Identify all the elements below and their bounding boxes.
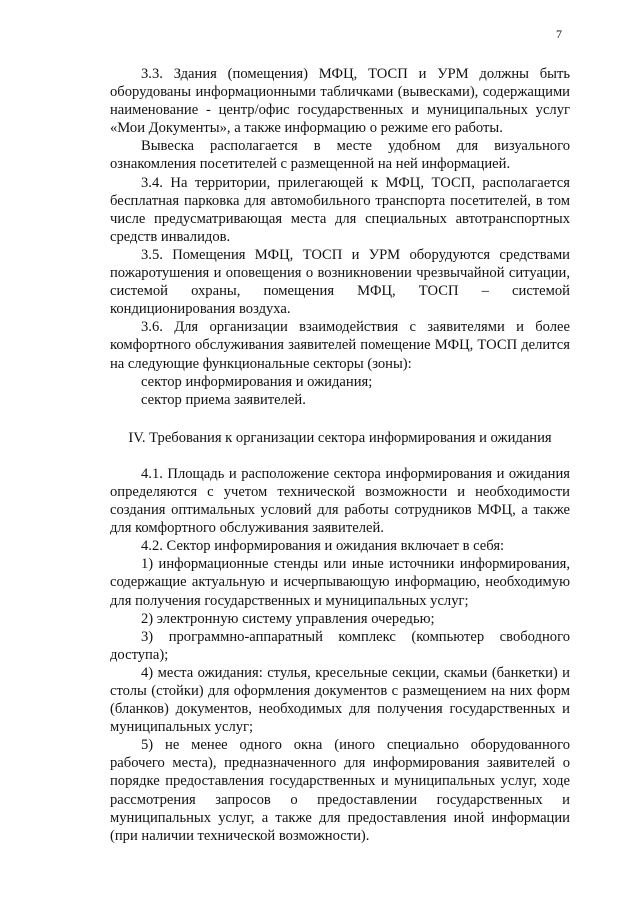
paragraph-3-6: 3.6. Для организации взаимодействия с заявителями и более комфортного обслуживания заявителей помещение МФЦ, ТОСП делится на следующие функциональные секторы (зоны): bbox=[110, 319, 570, 372]
page-number: 7 bbox=[556, 27, 562, 41]
paragraph-3-3: 3.3. Здания (помещения) МФЦ, ТОСП и УРМ должны быть оборудованы информационными табличками (вывесками), содержащими наименование - центр/офис государственных и муниципальных услуг «Мои Документы», а также информацию о режиме его работы. bbox=[110, 66, 570, 137]
list-item-2: 2) электронную систему управления очередью; bbox=[141, 610, 435, 627]
paragraph-4-1: 4.1. Площадь и расположение сектора информирования и ожидания определяются с учетом технической возможности и необходимости создания оптимальных условий для работы сотрудников МФЦ, а также для комфортного обслуживания заявителей. bbox=[110, 465, 570, 537]
paragraph-3-5: 3.5. Помещения МФЦ, ТОСП и УРМ оборудуются средствами пожаротушения и оповещения о возникновении чрезвычайной ситуации, системой охраны, помещения МФЦ, ТОСП – системой кондиционирования воздуха. bbox=[110, 246, 570, 318]
list-item-1: 1) информационные стенды или иные источники информирования, содержащие актуальную и исчерпывающую информацию, необходимую для получения государственных и муниципальных услуг; bbox=[110, 556, 570, 609]
list-item-5: 5) не менее одного окна (иного специально оборудованного рабочего места), предназначенного для информирования заявителей о порядке предоставления государственных и муниципальных услуг, ходе рассмотрения запросов о предоставлении государственных и муниципальных услуг, а также для предоставления иной информации (при наличии технической возможности). bbox=[110, 737, 570, 844]
document-body bbox=[110, 65, 570, 845]
paragraph-4-2: 4.2. Сектор информирования и ожидания включает в себя: bbox=[141, 538, 505, 555]
list-item-sector-info: сектор информирования и ожидания; bbox=[141, 373, 373, 390]
list-item-4: 4) места ожидания: стулья, кресельные секции, скамьи (банкетки) и столы (стойки) для оформления документов с размещением на них форм (бланков) документов, необходимых для получения государственных и муниципальных услуг; bbox=[110, 664, 570, 736]
paragraph-signboard: Вывеска располагается в месте удобном для визуального ознакомления посетителей с размещенной на ней информацией. bbox=[110, 138, 570, 173]
list-item-3: 3) программно-аппаратный комплекс (компьютер свободного доступа); bbox=[110, 628, 570, 663]
paragraph-3-4: 3.4. На территории, прилегающей к МФЦ, ТОСП, располагается бесплатная парковка для автомобильного транспорта посетителей, в том числе предусматривающая места для специальных автотранспортных средств инвалидов. bbox=[110, 174, 570, 245]
section-heading-iv: IV. Требования к организации сектора информирования и ожидания bbox=[128, 429, 552, 446]
list-item-sector-reception: сектор приема заявителей. bbox=[141, 391, 306, 408]
